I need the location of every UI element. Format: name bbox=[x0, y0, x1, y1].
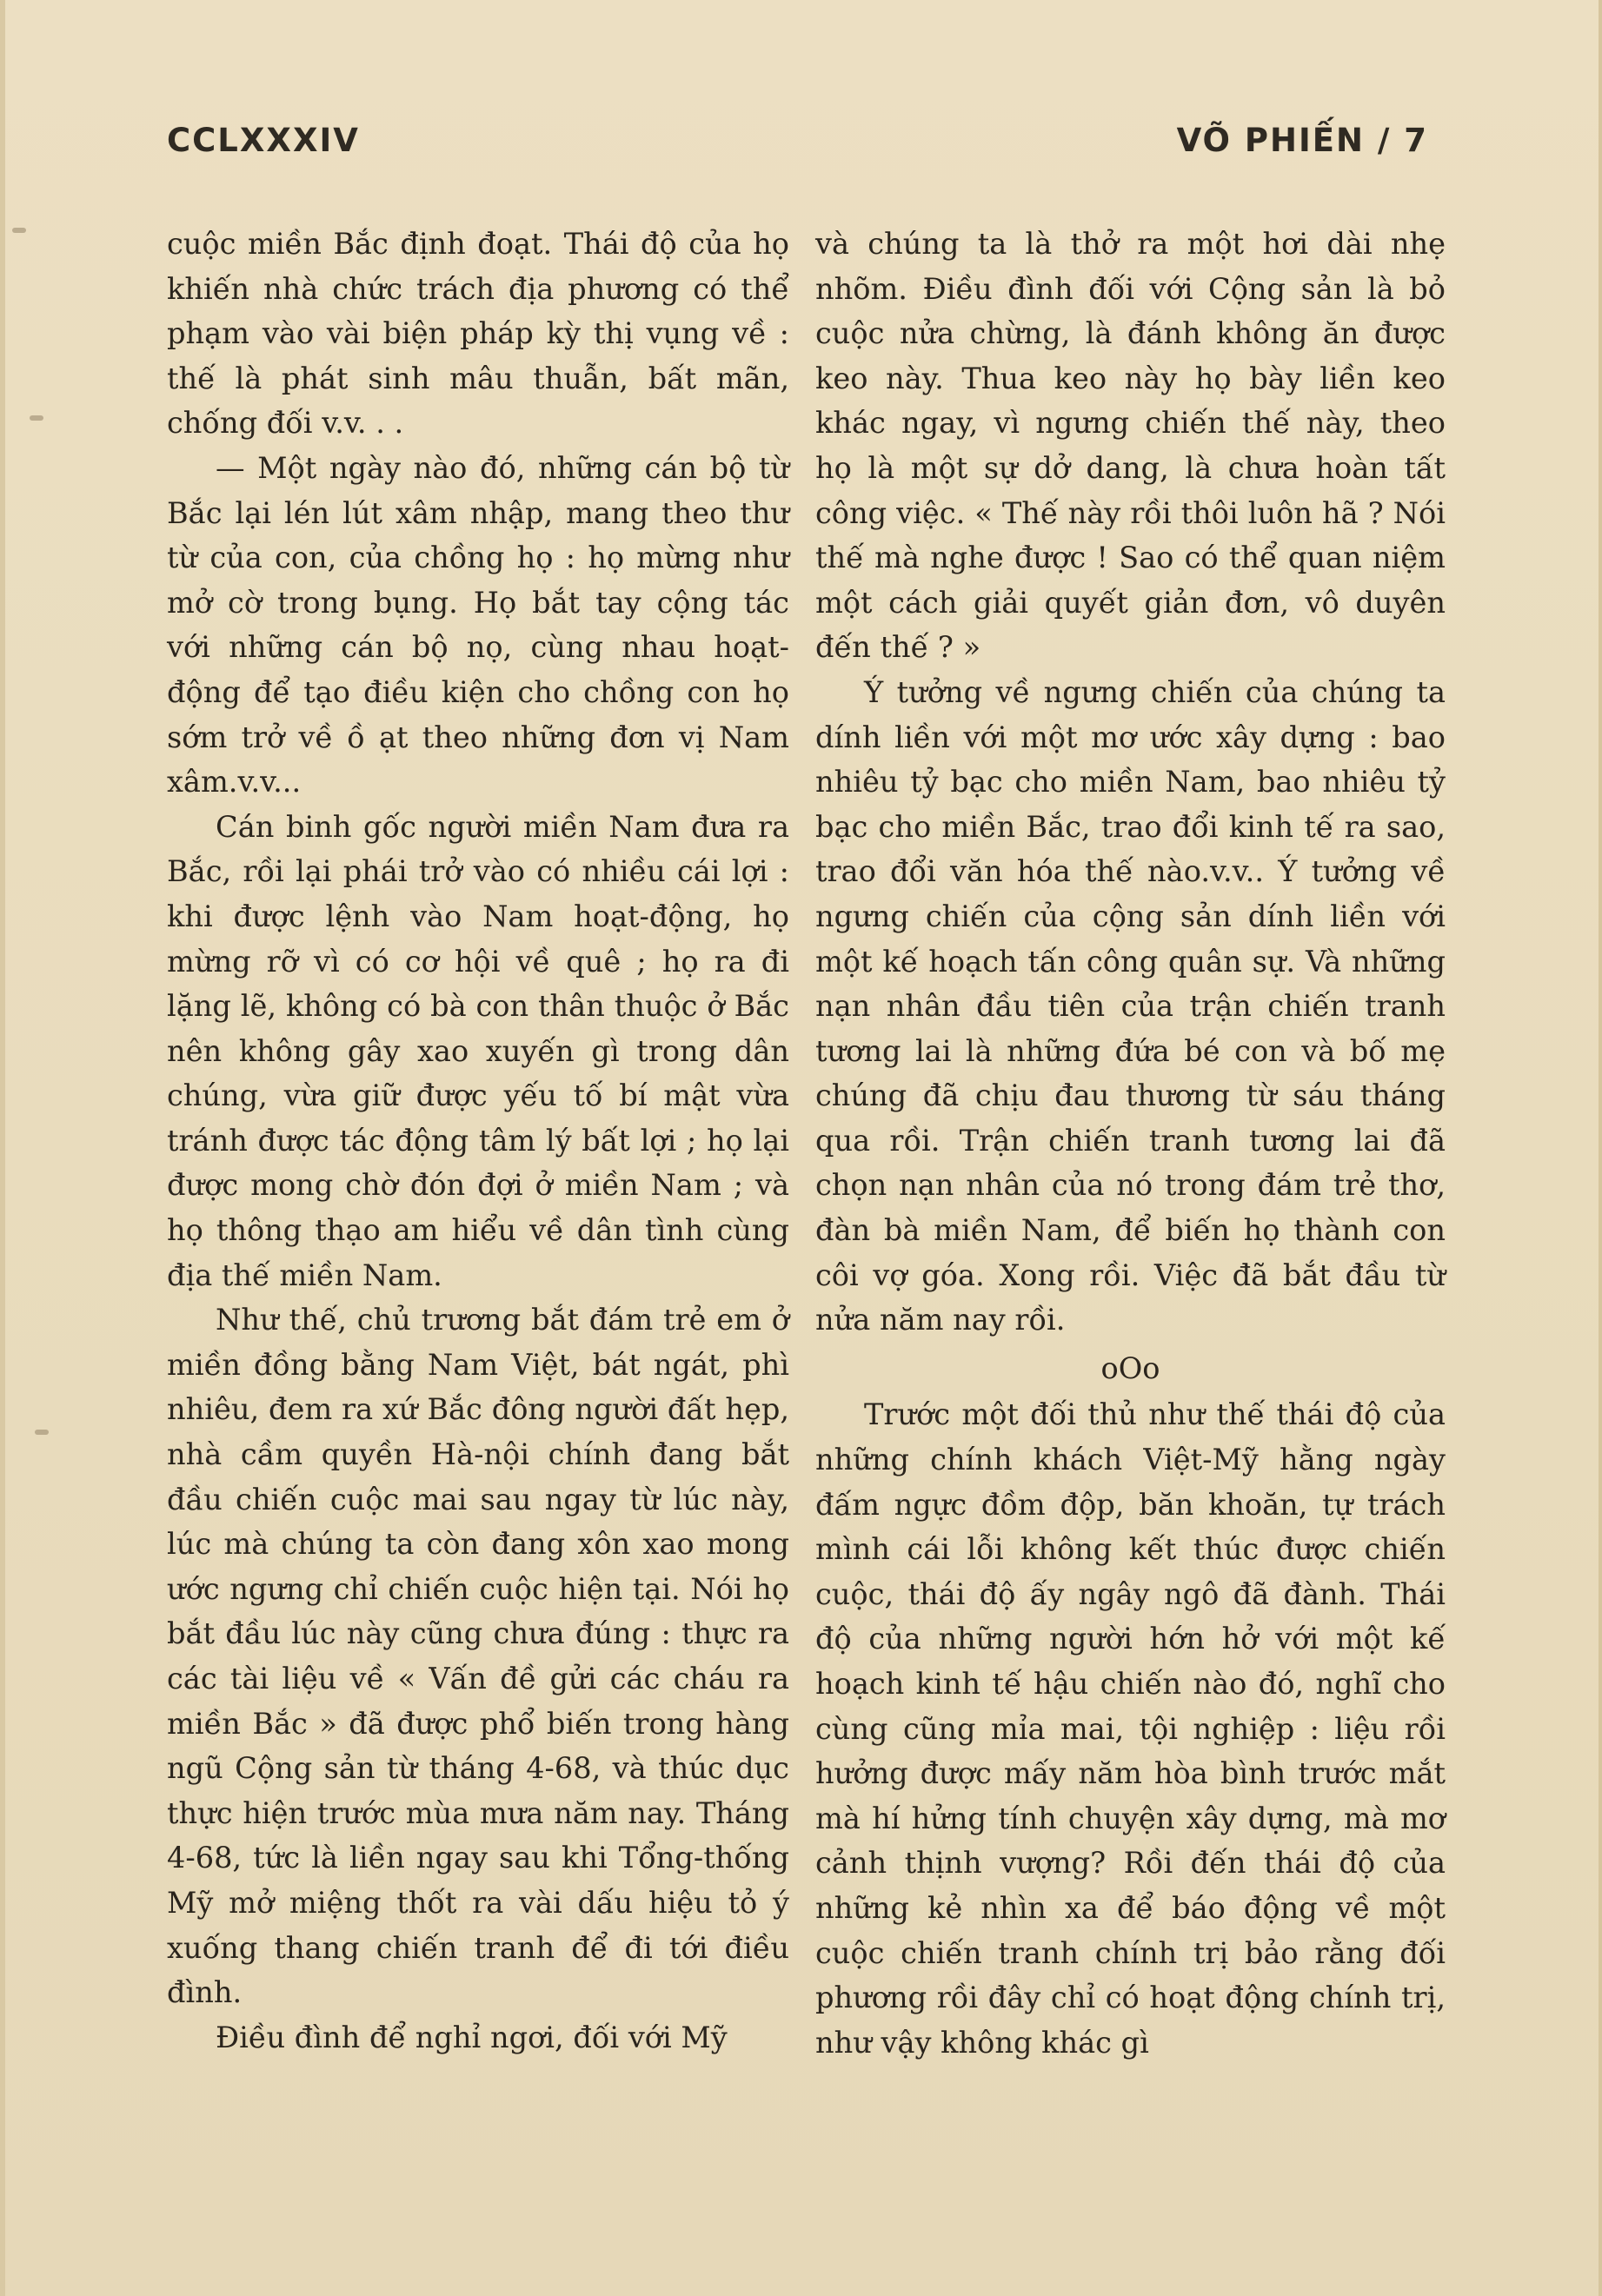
margin-mark bbox=[35, 1430, 49, 1435]
paragraph: Trước một đối thủ như thế thái độ của những chính khách Việt-Mỹ hằng ngày đấm ngực đồm độp, băn khoăn, tự trách mình cái lỗi không kết thúc được chiến cuộc, thái độ ấy ngây ngô đã đành. Thái độ của những người hớn hở với một kế hoạch kinh tế hậu chiến nào đó, nghĩ cho cùng cũng mỉa mai, tội nghiệp : liệu rồi hưởng được mấy năm hòa bình trước mắt mà hí hửng tính chuyện xây dựng, mà mơ cảnh thịnh vượng? Rồi đến thái độ của những kẻ nhìn xa để báo động về một cuộc chiến tranh chính trị bảo rằng đối phương rồi đây chỉ có hoạt động chính trị, như vậy không khác gì bbox=[815, 1397, 1446, 2060]
paragraph: — Một ngày nào đó, những cán bộ từ Bắc lại lén lút xâm nhập, mang theo thư từ của con, của chồng họ : họ mừng như mở cờ trong bụng. Họ bắt tay cộng tác với những cán bộ nọ, cùng nhau hoạt-động để tạo điều kiện cho chồng con họ sớm trở về ồ ạt theo những đơn vị Nam xâm.v.v... bbox=[167, 450, 789, 800]
section-separator: oOo bbox=[1100, 1350, 1160, 1385]
page-header bbox=[167, 122, 1428, 174]
margin-mark bbox=[30, 415, 43, 421]
paragraph: Ý tưởng về ngưng chiến của chúng ta dính liền với một mơ ước xây dựng : bao nhiêu tỷ bạc cho miền Nam, bao nhiêu tỷ bạc cho miền Bắc, trao đổi kinh tế ra sao, trao đổi văn hóa thế nào.v.v.. Ý tưởng về ngưng chiến của cộng sản dính liền với một kế hoạch tấn công quân sự. Và những nạn nhân đầu tiên của trận chiến tranh tương lai là những đứa bé con và bố mẹ chúng đã chịu đau thương từ sáu tháng qua rồi. Trận chiến tranh tương lai đã chọn nạn nhân của nó trong đám trẻ thơ, đàn bà miền Nam, để biến họ thành con côi vợ góa. Xong rồi. Việc đã bắt đầu từ nửa năm nay rồi. bbox=[815, 674, 1446, 1337]
left-column bbox=[167, 222, 789, 2060]
paragraph: Điều đình để nghỉ ngơi, đối với Mỹ bbox=[216, 2020, 728, 2054]
paragraph: cuộc miền Bắc định đoạt. Thái độ của họ khiến nhà chức trách địa phương có thể phạm vào vài biện pháp kỳ thị vụng về : thế là phát sinh mâu thuẫn, bất mãn, chống đối v.v. . . bbox=[167, 227, 789, 441]
paragraph: Như thế, chủ trương bắt đám trẻ em ở miền đồng bằng Nam Việt, bát ngát, phì nhiêu, đem ra xứ Bắc đông người đất hẹp, nhà cầm quyền Hà-nội chính đang bắt đầu chiến cuộc mai sau ngay từ lúc này, lúc mà chúng ta còn đang xôn xao mong ước ngưng chỉ chiến cuộc hiện tại. Nói họ bắt đầu lúc này cũng chưa đúng : thực ra các tài liệu về « Vấn đề gửi các cháu ra miền Bắc » đã được phổ biến trong hàng ngũ Cộng sản từ tháng 4-68, và thúc dục thực hiện trước mùa mưa năm nay. Tháng 4-68, tức là liền ngay sau khi Tổng-thống Mỹ mở miệng thốt ra vài dấu hiệu tỏ ý xuống thang chiến tranh để đi tới điều đình. bbox=[167, 1303, 789, 2010]
paragraph: và chúng ta là thở ra một hơi dài nhẹ nhõm. Điều đình đối với Cộng sản là bỏ cuộc nửa chừng, là đánh không ăn được keo này. Thua keo này họ bày liền keo khác ngay, vì ngưng chiến thế này, theo họ là một sự dở dang, là chưa hoàn tất công việc. « Thế này rồi thôi luôn hã ? Nói thế mà nghe được ! Sao có thể quan niệm một cách giải quyết giản đơn, vô duyên đến thế ? » bbox=[815, 227, 1446, 665]
paragraph: Cán binh gốc người miền Nam đưa ra Bắc, rồi lại phái trở vào có nhiều cái lợi : khi được lệnh vào Nam hoạt-động, họ mừng rỡ vì có cơ hội về quê ; họ ra đi lặng lẽ, không có bà con thân thuộc ở Bắc nên không gây xao xuyến gì trong dân chúng, vừa giữ được yếu tố bí mật vừa tránh được tác động tâm lý bất lợi ; họ lại được mong chờ đón đợi ở miền Nam ; và họ thông thạo am hiểu về dân tình cùng địa thế miền Nam. bbox=[167, 809, 789, 1292]
author-page-number: VÕ PHIẾN / 7 bbox=[1176, 122, 1428, 159]
margin-mark bbox=[12, 228, 26, 233]
issue-number: CCLXXXIV bbox=[167, 122, 360, 159]
right-column bbox=[815, 222, 1446, 2065]
